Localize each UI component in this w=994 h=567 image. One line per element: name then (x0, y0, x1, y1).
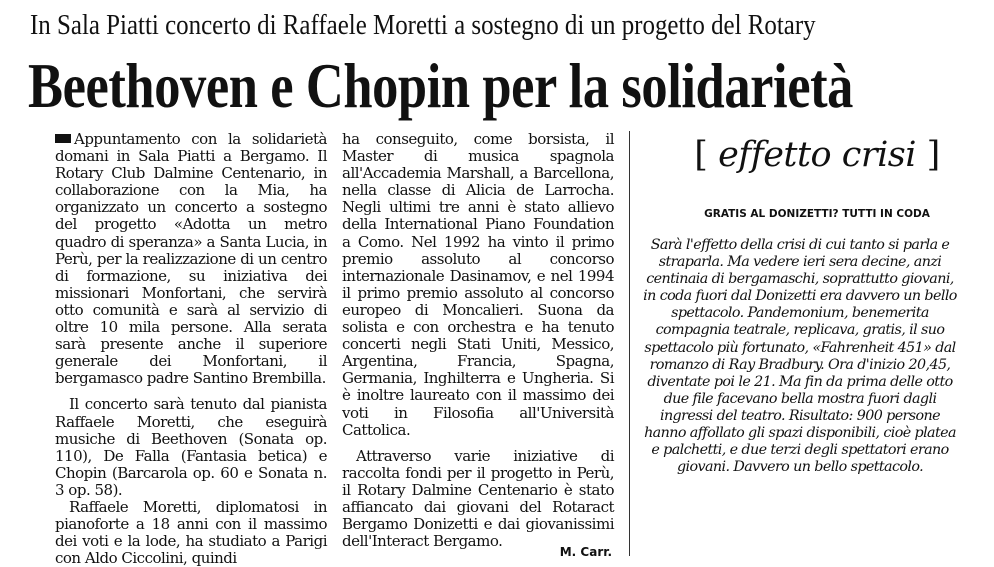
article-column-1 (55, 131, 327, 567)
article-kicker: In Sala Piatti concerto di Raffaele Moretti a sostegno di un progetto del Rotary (30, 9, 816, 41)
article-paragraph: ha conseguito, come borsista, il Master di musica spagnola all'Accademia Marshall, a Barcellona, nella classe di Alicia de Larrocha. Negli ultimi tre anni è stato allievo della International Piano Foundation a Como. Nel 1992 ha vinto il primo premio assoluto al concorso internazionale Dasinamov, e nel 1994 il primo premio assoluto al concorso europeo di Moncalieri. Suona da solista e con orchestra e ha tenuto concerti negli Stati Uniti, Messico, Argentina, Francia, Spagna, Germania, Inghilterra e Ungheria. Si è inoltre laureato con il massimo dei voti in Filosofia all'Università Cattolica. (342, 130, 614, 439)
sidebar-rubric (640, 130, 994, 180)
author-signature: M. Carr. (559, 545, 612, 559)
article-paragraph: Il concerto sarà tenuto dal pianista Raffaele Moretti, che eseguirà musiche di Beethoven (Sonata op. 110), De Falla (Fantasia betica) e Chopin (Barcarola op. 60 e Sonata n. 3 op. 58). (55, 395, 327, 499)
article-headline: Beethoven e Chopin per la solidarietà (28, 50, 853, 121)
article-paragraph: Raffaele Moretti, diplomatosi in pianoforte a 18 anni con il massimo dei voti e la lode, ha studiato a Parigi con Aldo Ciccolini, quindi (55, 497, 327, 567)
sidebar-subhead: GRATIS AL DONIZETTI? TUTTI IN CODA (704, 208, 930, 220)
paragraph-marker-icon (55, 134, 71, 143)
rubric-bracket-close: ] (926, 135, 940, 175)
article-column-2 (342, 131, 614, 550)
article-paragraph (55, 131, 327, 387)
column-divider (629, 131, 630, 556)
article-paragraph: Attraverso varie iniziative di raccolta fondi per il progetto in Perù, il Rotary Dalmine Centenario è stato affiancato dai giovani del Rotaract Bergamo Donizetti e dai giovanissimi dell'Interact Bergamo. (342, 446, 614, 551)
rubric-bracket-open: [ (694, 135, 708, 175)
rubric-title: effetto crisi (718, 135, 916, 175)
sidebar-body: Sarà l'effetto della crisi di cui tanto si parla e straparla. Ma vedere ieri sera decine, anzi centinaia di bergamaschi, soprattutto giovani, in coda fuori dal Donizetti era davvero un bello spettacolo. Pandemonium, benemerita compagnia teatrale, replicava, gratis, il suo spettacolo più fortunato, «Fahrenheit 451» dal romanzo di Ray Bradbury. Ora d'inizio 20,45, diventate poi le 21. Ma fin da prima delle otto due file facevano bella mostra fuori dagli ingressi del teatro. Risultato: 900 persone hanno affollato gli spazi disponibili, cioè platea e palchetti, e due terzi degli spettatori erano giovani. Davvero un bello spettacolo. (643, 237, 957, 476)
article-paragraph-text: Appuntamento con la solidarietà domani in Sala Piatti a Bergamo. Il Rotary Club Dalmine Centenario, in collaborazione con la Mia, ha organizzato un concerto a sostegno del progetto «Adotta un metro quadro di speranza» a Santa Lucia, in Perù, per la realizzazione di un centro di formazione, su iniziativa dei missionari Monfortani, che servirà otto comunità e sarà al servizio di oltre 10 mila persone. Alla serata sarà presente anche il superiore generale dei Monfortani, il bergamasco padre Santino Brembilla. (55, 130, 327, 388)
